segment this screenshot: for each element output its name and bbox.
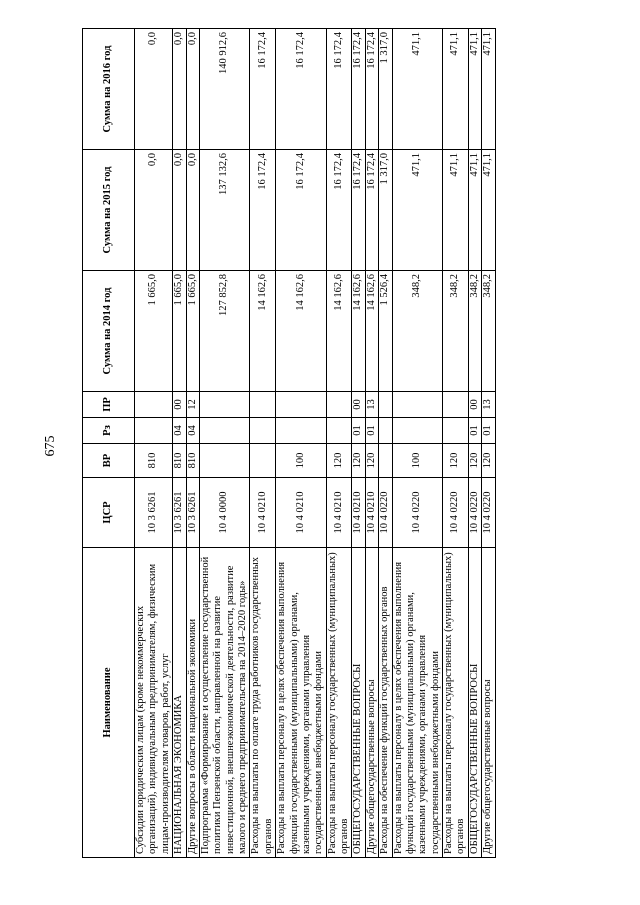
cell-s2014: 348,2 <box>392 271 443 392</box>
header-csr: ЦСР <box>83 478 135 548</box>
cell-csr: 10 4 0220 <box>392 478 443 548</box>
cell-name: Расходы на обеспечение функций государственных органов <box>379 548 392 858</box>
header-name: Наименование <box>83 548 135 858</box>
header-rz: Рз <box>83 418 135 444</box>
cell-vr: 810 <box>173 444 186 478</box>
cell-rz <box>250 418 276 444</box>
cell-csr: 10 4 0220 <box>379 478 392 548</box>
cell-csr: 10 4 0210 <box>365 478 378 548</box>
cell-s2014: 14 162,6 <box>276 271 327 392</box>
table-row <box>468 29 481 858</box>
cell-s2016: 471,1 <box>443 29 469 150</box>
cell-s2014: 1 526,4 <box>379 271 392 392</box>
cell-name: Расходы на выплаты персоналу в целях обеспечения выполнения функций государственными (муниципальными) органами, казенными учреждениями, органами управления государственными внебюджетными фондами <box>392 548 443 858</box>
cell-csr: 10 4 0220 <box>468 478 481 548</box>
cell-vr: 810 <box>135 444 173 478</box>
cell-s2014: 14 162,6 <box>326 271 352 392</box>
cell-vr: 100 <box>276 444 327 478</box>
cell-s2015: 1 317,0 <box>379 150 392 271</box>
cell-s2014: 14 162,6 <box>352 271 365 392</box>
cell-vr: 810 <box>186 444 199 478</box>
table-row <box>379 29 392 858</box>
cell-name: Субсидии юридическим лицам (кроме некоммерческих организаций), индивидуальным предпринимателям, физическим лицам-производителям товаров, работ, услуг <box>135 548 173 858</box>
cell-csr: 10 4 0210 <box>276 478 327 548</box>
cell-rz <box>392 418 443 444</box>
header-vr: ВР <box>83 444 135 478</box>
cell-pr: 13 <box>482 392 495 418</box>
cell-vr <box>199 444 250 478</box>
table-row <box>352 29 365 858</box>
cell-rz: 01 <box>365 418 378 444</box>
cell-name: Расходы на выплаты персоналу в целях обеспечения выполнения функций государственными (муниципальными) органами, казенными учреждениями, органами управления государственными внебюджетными фондами <box>276 548 327 858</box>
cell-s2014: 14 162,6 <box>365 271 378 392</box>
cell-vr <box>250 444 276 478</box>
cell-name: НАЦИОНАЛЬНАЯ ЭКОНОМИКА <box>173 548 186 858</box>
cell-name: Расходы на выплаты по оплате труда работников государственных органов <box>250 548 276 858</box>
cell-s2016: 0,0 <box>135 29 173 150</box>
cell-pr <box>199 392 250 418</box>
cell-rz <box>326 418 352 444</box>
cell-s2015: 471,1 <box>392 150 443 271</box>
table-row <box>173 29 186 858</box>
cell-name: Подпрограмма «Формирование и осуществление государственной политики Пензенской области, направленной на развитие инвестиционной, внешнеэкономической деятельности, развитие малого и среднего предпринимательства на 2014–2020 годы» <box>199 548 250 858</box>
table-body <box>135 29 496 858</box>
cell-csr: 10 4 0210 <box>326 478 352 548</box>
table-row <box>135 29 173 858</box>
cell-vr: 120 <box>443 444 469 478</box>
cell-s2016: 1 317,0 <box>379 29 392 150</box>
cell-pr: 12 <box>186 392 199 418</box>
cell-s2015: 471,1 <box>443 150 469 271</box>
cell-s2016: 16 172,4 <box>250 29 276 150</box>
cell-csr: 10 3 6261 <box>173 478 186 548</box>
cell-s2015: 137 132,6 <box>199 150 250 271</box>
cell-rz <box>276 418 327 444</box>
cell-s2014: 348,2 <box>468 271 481 392</box>
cell-pr <box>135 392 173 418</box>
cell-csr: 10 4 0000 <box>199 478 250 548</box>
cell-rz: 04 <box>186 418 199 444</box>
cell-s2016: 16 172,4 <box>276 29 327 150</box>
table-row <box>199 29 250 858</box>
cell-vr: 120 <box>365 444 378 478</box>
cell-rz <box>443 418 469 444</box>
cell-pr: 13 <box>365 392 378 418</box>
cell-rz: 01 <box>482 418 495 444</box>
table-row <box>392 29 443 858</box>
table-row <box>186 29 199 858</box>
cell-rz: 01 <box>468 418 481 444</box>
header-sum-2016: Сумма на 2016 год <box>83 29 135 150</box>
cell-pr <box>379 392 392 418</box>
cell-s2016: 16 172,4 <box>326 29 352 150</box>
cell-s2016: 140 912,6 <box>199 29 250 150</box>
header-sum-2014: Сумма на 2014 год <box>83 271 135 392</box>
cell-name: Другие общегосударственные вопросы <box>482 548 495 858</box>
cell-vr: 120 <box>482 444 495 478</box>
cell-csr: 10 4 0220 <box>443 478 469 548</box>
cell-s2015: 16 172,4 <box>352 150 365 271</box>
cell-pr <box>276 392 327 418</box>
cell-csr: 10 4 0220 <box>482 478 495 548</box>
cell-s2016: 16 172,4 <box>352 29 365 150</box>
cell-s2015: 16 172,4 <box>365 150 378 271</box>
cell-s2014: 14 162,6 <box>250 271 276 392</box>
cell-name: ОБЩЕГОСУДАРСТВЕННЫЕ ВОПРОСЫ <box>352 548 365 858</box>
cell-s2016: 16 172,4 <box>365 29 378 150</box>
cell-csr: 10 3 6261 <box>186 478 199 548</box>
cell-pr: 00 <box>173 392 186 418</box>
table-row <box>250 29 276 858</box>
cell-vr: 120 <box>326 444 352 478</box>
cell-rz <box>135 418 173 444</box>
cell-pr <box>326 392 352 418</box>
header-sum-2015: Сумма на 2015 год <box>83 150 135 271</box>
cell-name: Другие вопросы в области национальной экономики <box>186 548 199 858</box>
table-header-row <box>83 29 135 858</box>
cell-s2016: 471,1 <box>392 29 443 150</box>
cell-s2015: 0,0 <box>186 150 199 271</box>
cell-pr: 00 <box>352 392 365 418</box>
table-row <box>276 29 327 858</box>
cell-s2014: 1 665,0 <box>135 271 173 392</box>
cell-s2014: 1 665,0 <box>186 271 199 392</box>
cell-s2016: 471,1 <box>468 29 481 150</box>
header-pr: ПР <box>83 392 135 418</box>
cell-vr: 120 <box>352 444 365 478</box>
cell-rz: 04 <box>173 418 186 444</box>
cell-name: Другие общегосударственные вопросы <box>365 548 378 858</box>
cell-s2015: 16 172,4 <box>276 150 327 271</box>
cell-vr <box>379 444 392 478</box>
cell-s2016: 0,0 <box>186 29 199 150</box>
cell-s2015: 471,1 <box>468 150 481 271</box>
cell-s2014: 348,2 <box>443 271 469 392</box>
cell-vr: 100 <box>392 444 443 478</box>
cell-rz <box>199 418 250 444</box>
page-number: 675 <box>43 435 58 457</box>
cell-rz: 01 <box>352 418 365 444</box>
cell-name: ОБЩЕГОСУДАРСТВЕННЫЕ ВОПРОСЫ <box>468 548 481 858</box>
cell-csr: 10 4 0210 <box>250 478 276 548</box>
cell-s2016: 471,1 <box>482 29 495 150</box>
cell-csr: 10 4 0210 <box>352 478 365 548</box>
table-row <box>326 29 352 858</box>
cell-pr: 00 <box>468 392 481 418</box>
cell-s2015: 0,0 <box>173 150 186 271</box>
cell-s2014: 348,2 <box>482 271 495 392</box>
cell-rz <box>379 418 392 444</box>
cell-s2015: 16 172,4 <box>326 150 352 271</box>
cell-name: Расходы на выплаты персоналу государственных (муниципальных) органов <box>443 548 469 858</box>
cell-pr <box>392 392 443 418</box>
cell-pr <box>443 392 469 418</box>
cell-s2016: 0,0 <box>173 29 186 150</box>
cell-name: Расходы на выплаты персоналу государственных (муниципальных) органов <box>326 548 352 858</box>
table-row <box>365 29 378 858</box>
cell-s2015: 0,0 <box>135 150 173 271</box>
cell-vr: 120 <box>468 444 481 478</box>
table-row <box>482 29 495 858</box>
cell-s2015: 16 172,4 <box>250 150 276 271</box>
table-row <box>443 29 469 858</box>
budget-table <box>82 28 496 858</box>
cell-s2015: 471,1 <box>482 150 495 271</box>
cell-pr <box>250 392 276 418</box>
cell-s2014: 1 665,0 <box>173 271 186 392</box>
cell-s2014: 127 852,8 <box>199 271 250 392</box>
cell-csr: 10 3 6261 <box>135 478 173 548</box>
rotated-table-container <box>82 28 552 858</box>
